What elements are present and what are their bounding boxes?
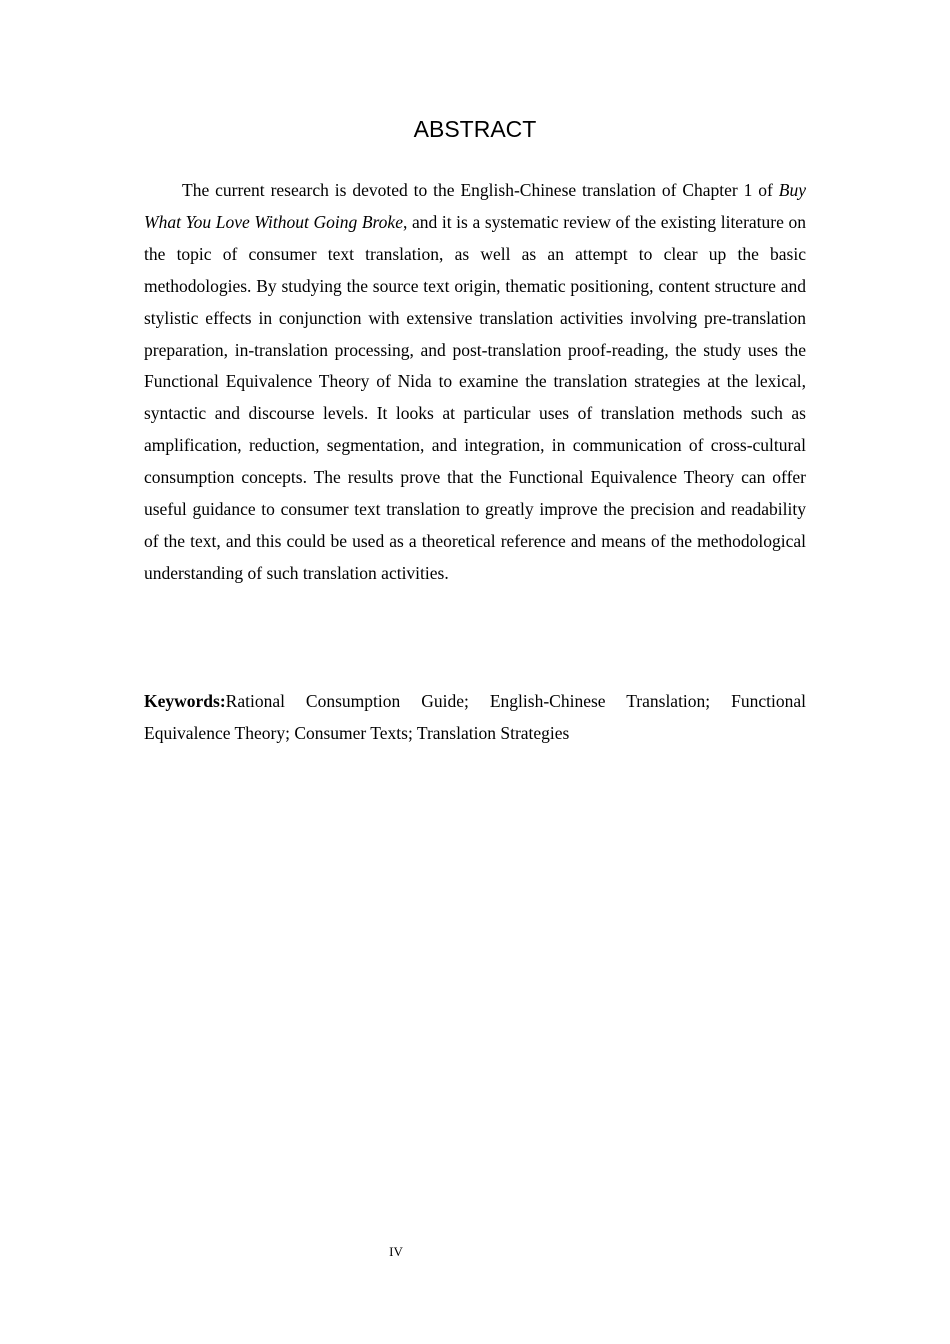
book-title: Buy What You Love Without Going Broke: [144, 180, 806, 232]
abstract-intro: The current research is devoted to the English-Chinese translation of Chapter 1 of: [182, 180, 779, 200]
abstract-body: , and it is a systematic review of the existing literature on the topic of consumer text translation, as well as an attempt to clear up the basic methodologies. By studying the source text origin, thematic positioning, content structure and stylistic effects in conjunction with extensive translation activities involving pre-translation preparation, in-translation processing, and post-translation proof-reading, the study uses the Functional Equivalence Theory of Nida to examine the translation strategies at the lexical, syntactic and discourse levels. It looks at particular uses of translation methods such as amplification, reduction, segmentation, and integration, in communication of cross-cultural consumption concepts. The results prove that the Functional Equivalence Theory can offer useful guidance to consumer text translation to greatly improve the precision and readability of the text, and this could be used as a theoretical reference and means of the methodological understanding of such translation activities.: [144, 211, 806, 583]
keywords-paragraph: [144, 686, 806, 750]
keywords-label: Keywords:: [144, 691, 226, 711]
page-title: ABSTRACT: [413, 116, 537, 142]
keywords-text: Rational Consumption Guide; English-Chinese Translation; Functional Equivalence Theory; Consumer Texts; Translation Strategies: [144, 691, 806, 743]
page-number: IV: [389, 1244, 403, 1259]
abstract-paragraph: [144, 175, 806, 590]
